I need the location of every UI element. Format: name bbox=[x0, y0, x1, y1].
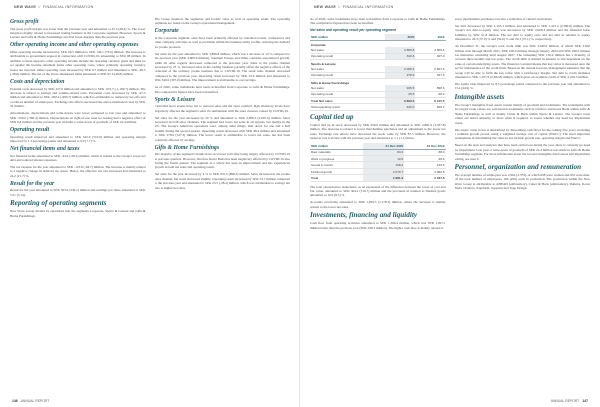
table-cell: Total operating result bbox=[310, 104, 385, 110]
body-paragraph: External costs decreased by SEK 227.0 million and amounted to SEK -972.7 (-1,199.7) million. The decrease is related to savings and volume-related costs. Personnel costs decreased by SEK -97.3 million and amounted to SEK -902.4 (-999.7) million, which is attributable to temporary lay-offs and a reduced number of employees. Exchange rate effects decreased the above-mentioned costs by SEK 32 million. bbox=[10, 86, 146, 109]
table-group-row bbox=[310, 79, 446, 86]
section-heading: Gifts & Home Furnishings bbox=[154, 144, 220, 151]
table-header-cell: SEK million bbox=[310, 34, 385, 40]
table-cell: 2 068.3 bbox=[385, 66, 415, 72]
table-cell: 327.3 bbox=[415, 72, 445, 78]
section-heading: Reporting of operating segments bbox=[10, 199, 107, 208]
body-paragraph: lower merchandise purchases, but also a reduction of current receivables. bbox=[454, 17, 553, 21]
body-paragraph: The total obsolescence deductions, as an expression of the difference between the lower of cost and fair value, amounted to SEK 364.2 (310.7) million and the provision in relation to finished goods amounted to 10.9 (8.5) %. bbox=[310, 184, 446, 198]
table-cell: Goods in transit bbox=[310, 162, 363, 168]
table-cell: Total bbox=[310, 175, 363, 181]
table-cell: Work in progress bbox=[310, 156, 363, 162]
body-paragraph: The majority of the segment's brands have recovered well after being largely affected by COVID-19 in previous quarters. However, Orrefors Kosta Boda has been negatively affected by COVID-19 also during the fourth quarter. The segment as a whole has seen an improvement and has experienced growth in both net sales and operating result. bbox=[154, 152, 290, 170]
table-cell: 6 890.6 bbox=[385, 98, 415, 104]
right-page bbox=[300, 0, 600, 407]
table-header-cell: 2019 bbox=[415, 34, 445, 40]
table-cell: Operating result bbox=[310, 72, 385, 78]
body-paragraph: The assets' value in use is determined by discounting cash flows for the coming five years, including a terminal growth period, using a weighted average cost of capital (WACC). The most important assumptions in determining the value in use include growth rate, operating margin and WACC. bbox=[454, 127, 590, 141]
table-cell: 3 080.5 bbox=[404, 168, 445, 174]
table-cell: 3 886.8 bbox=[385, 47, 415, 53]
table-cell: Operating result bbox=[310, 53, 385, 59]
table-cell: 2 679.7 bbox=[363, 168, 404, 174]
table-cell: 25.5 bbox=[385, 91, 415, 97]
right-page-header: NEW WAVE // FINANCIAL INFORMATION bbox=[314, 5, 394, 9]
right-page-footer bbox=[551, 399, 588, 403]
table-header-cell: 31 Dec 2019 bbox=[404, 143, 445, 149]
body-paragraph: Net sales for the year decreased by 20 % and amounted to SEK 2,068.3 (2,607.6) million. Sales decreased in both sales channels. The segment had lower net sales in all regions, but mainly in the US. The Group's American operations were, among other things, shut down for one and a half months during the second quarter. Operating result decreased with SEK 48.4 million and amounted to SEK 278.9 (327.3) million. The lower result is attributable to lower net sales, but has been positively affected by savings. bbox=[154, 115, 290, 142]
table-total-row bbox=[310, 175, 446, 181]
segment-table-title: Net sales and operating result per operating segment bbox=[310, 28, 396, 33]
body-paragraph: As of 2020, some trademarks have been reclassified from Corporate to Gifts & Home Furnishings. The comparative figures have been reclassified. bbox=[154, 85, 290, 94]
body-paragraph: New Wave Group divides its operations into the segments Corporate, Sports & Leisure and Gifts & Home Furnishings. bbox=[10, 209, 146, 218]
table-cell: 108.2 bbox=[363, 162, 404, 168]
body-paragraph: As of 2020, some trademarks have been reclassified from Corporate to Gifts & Home Furnishings. The comparative figures have been reclassified. bbox=[310, 17, 446, 26]
body-paragraph: The equity ratio improved by 8.5 percentage points compared to the previous year and amounted to 53.4 (44.9) %. bbox=[454, 82, 590, 91]
header-section: FINANCIAL INFORMATION bbox=[42, 5, 94, 9]
table-cell: Raw materials bbox=[310, 149, 363, 155]
body-paragraph: The average number of employees was 2,964 (3,379), of which 698 were women and 935 were men. Of the total number of employees, 166 (200) work in production. The production within the New Wave Group is attributable to AHEAD (embroidery), Cutter & Buck (embroidery), Dahetra, Kosta Boda, Orrefors, Sagaform, Toppoint and Topp Design. bbox=[454, 173, 590, 191]
section-heading: Investments, financing and liquidity bbox=[310, 211, 418, 220]
body-paragraph: Net debt decreased by SEK 1,165.3 million, and amounted to SEK 1,415.4 (2,580.6) million. The Group's net debt-to-equity ratio was decreased by SEK 2,000.3 million and the financial lease liabilities by SEK 61.8 million. The net debt to equity ratio and net debt in relation to equity amounted to 29.3 (57.0) % and (59.6) % and 29.3 (57.1) %, respectively. bbox=[454, 24, 590, 42]
header-section: FINANCIAL INFORMATION bbox=[342, 5, 394, 9]
body-paragraph: Cancelled sport events have led to reduced sales and the sport retailers' high inventory levels have negatively affected the segment's sales in combination with the store closures caused by COVID-19. bbox=[154, 104, 290, 113]
table-group-label: Corporate bbox=[311, 42, 326, 47]
body-paragraph: Operating result improved and amounted to SEK 545.9 (510.0) million and operating margin improved by 1.3 percentage points and amounted to 9.0 (7.7) %. bbox=[10, 134, 146, 143]
table-cell: 84.0 bbox=[363, 149, 404, 155]
table-cell: 28.6 bbox=[404, 156, 445, 162]
body-paragraph: Accounts receivable amounted to SEK 1,059.3 (1,178.3) million, where the decrease is mainly related to the lower net sales. bbox=[310, 200, 446, 209]
table-cell: 88.0 bbox=[404, 149, 445, 155]
table-cell: 4 809.6 bbox=[415, 47, 445, 53]
body-paragraph: In the Corporate segment, sales have been primarily affected by cancelled events, conferences and other company activities as well as problems within the business entity profile, reducing the demand for promo products. bbox=[154, 35, 290, 49]
body-paragraph: The Group's intangible fixed assets consist mainly of goodwill and trademarks. The trademarks with the largest book values are well-known trademarks such as Orrefors and Kosta Boda within Gifts & Home Furnishings as well as mainly Cutter & Buck within Sports & Leisure. The Group's book values are tested annually, or more often if required, to assess whether any need for impairment exists. bbox=[454, 102, 590, 125]
body-paragraph: The Group monitors the segments' and brands' sales as well as operating result. The operating segments are based on the Group's operational management. bbox=[154, 17, 290, 26]
section-heading: Net financial items and taxes bbox=[10, 146, 80, 152]
right-page-number: 147 bbox=[582, 399, 588, 403]
table-group-row bbox=[310, 60, 446, 67]
section-heading: Result for the year bbox=[10, 180, 55, 187]
table-cell: Operating result bbox=[310, 91, 385, 97]
section-heading: Other operating income and other operating expenses bbox=[10, 42, 139, 49]
left-page-header: NEW WAVE // FINANCIAL INFORMATION bbox=[14, 5, 94, 9]
body-paragraph: Capital tied up in stock decreased by SEK 459.9 million and amounted to SEK 2,881.9 (3,337.8) million. The decrease is related to lower merchandise purchases and an adjustment to the lower net sales. Exchange rate effects have decreased the stock value by SEK 87.5 million. However, the turnover rate is in line with the previous year and amounted to 1.1 (1.1) times. bbox=[310, 122, 446, 141]
body-paragraph: Amortisations, depreciations and write-downs were lower compared to last year and amounted to SEK -359.0 (-366.4) million. Depreciations on right-of-use asset for leasing had a negative effect of SEK 6.8 million and the previous year includes a write-down of goodwill of SEK 22.4 million. bbox=[10, 111, 146, 125]
table-header-cell: SEK million bbox=[310, 143, 363, 149]
left-column-1 bbox=[10, 17, 146, 393]
table-header-cell: 2020 bbox=[385, 34, 415, 40]
left-column-2 bbox=[155, 17, 291, 393]
body-paragraph: Cash flow from operating activities amounted to SEK 1,396.4 million, which was SEK 1,097.1 million better than the previous year (SEK 299.3 million). The higher cash flow is mainly related to bbox=[310, 221, 446, 230]
header-brand: NEW WAVE bbox=[314, 5, 337, 9]
table-cell: 120.6 bbox=[404, 162, 445, 168]
table-header-cell: 31 Dec 2020 bbox=[363, 143, 404, 149]
table-cell: Net sales bbox=[310, 85, 385, 91]
table-cell: Net sales bbox=[310, 47, 385, 53]
body-paragraph: On December 31, the Group's total credit limit was SEK 3,940.0 million, of which SEK 3,650 million runs through March 2021, SEK 100.0 million through January 2024 and SEK 290.0 million has maturities extending until August 2027. The remaining SEK 150.0 million has a maturity of between three months and ten years. The credit limit is limited in amount to and dependent on the value of certain underlying assets. The financial covenant means that key ratios is measured once the net for maintenance of the credit limit. Based on the current forecast, management estimates that the Group will be able to fulfil the key ratios with a satisfactory margin. Net debt to credit institutes amounted to SEK 1,107.9 (2,382.8) million, which gives an available credit of SEK 2,259.5 million. bbox=[454, 44, 590, 80]
body-paragraph: Net sales for the year amounted to SEK 3,886.8 million, which was a decrease of 19 % compared to the previous year (SEK 4,809.6 million). Southern Europe and Other countries experienced growth, while all other regions decreased compared to the previous year. Sales to the promo channel decreased by 25 %. Increased sales in the trading business partially offset the negative effects of the reduction of the ordinary promo business due to COVID-19. The retail sales channel decreased compared to the previous year. Operating result increased by SEK 33.6 million and amounted to SEK 340.6 (307.0) million. The improvement is attributable to cost savings. bbox=[154, 51, 290, 83]
table-cell: 8 315.5 bbox=[415, 98, 445, 104]
footer-label-left: ANNUAL REPORT bbox=[20, 399, 50, 403]
table-cell: 278.9 bbox=[385, 72, 415, 78]
body-paragraph: Net sales for the year increased by 4 % to SEK 935.5 (898.3) million. Sales increased in the promo sales channel, but retail decreased slightly. Operating result increased by SEK 53.7 million compared to the previous year and amounted to SEK 25.5 (-28.2) million, which was attributable to savings but also to higher net sales. bbox=[154, 172, 290, 190]
table-cell: 10.0 bbox=[363, 156, 404, 162]
table-total-row bbox=[310, 104, 446, 110]
table-cell: Net sales bbox=[310, 66, 385, 72]
body-paragraph: The tax expense for the year amounted to SEK -123.8 (-94.7) million. The increase is mainly related to a negative change in deferred tax assets. Hence, the effective tax rate increased and amounted to 24.2 (21.7) %. bbox=[10, 164, 146, 178]
table-cell: 2 607.6 bbox=[415, 66, 445, 72]
footer-label-right: ANNUAL REPORT bbox=[550, 399, 580, 403]
body-paragraph: Net financial items amounted to SEK -44.9 (-68.2) million, which is related to the Group's lower net debt and reduced interest expenses. bbox=[10, 153, 146, 162]
section-heading: Costs and depreciation bbox=[10, 79, 65, 85]
section-heading: Operating result bbox=[10, 127, 50, 134]
section-heading: Intangible assets bbox=[454, 92, 505, 101]
table-cell: 340.6 bbox=[385, 53, 415, 59]
table-cell: 935.5 bbox=[385, 85, 415, 91]
body-paragraph: Based on the tests and analyses that have been carried out during the year, there is currently no need for impairment. Last year, a write-down of goodwill of SEK 22.4 million was made in Gifts & Home Furnishings segment. For more information about the Group's intangible fixed assets and impairment testing, see note 9. bbox=[454, 143, 590, 161]
table-group-label: Gifts & Home Furnishings bbox=[311, 80, 350, 85]
section-heading: Sports & Leisure bbox=[154, 96, 196, 103]
table-cell: Finished goods bbox=[310, 168, 363, 174]
header-brand: NEW WAVE bbox=[14, 5, 37, 9]
section-heading: Personnel, organization and remuneration bbox=[454, 163, 582, 171]
body-paragraph: Result for the year amounted to SEK 363.0 (339.1) million and earnings per share amounted to SEK 5.51 (5.14). bbox=[10, 188, 146, 197]
table-cell: Total Net sales bbox=[310, 98, 385, 104]
section-heading: Capital tied up bbox=[310, 112, 354, 121]
left-page-footer bbox=[12, 399, 49, 403]
right-column-1 bbox=[310, 17, 446, 393]
body-paragraph: The gross profit margin was lower than the previous year and amounted to 45.5 (48.4) %. The lower margin is mainly related to increased trading business in the Corporate segment. However, Sports & Leisure and Gifts & Home Furnishings also had lower margins than the previous year. bbox=[10, 26, 146, 40]
table-cell: 645.0 bbox=[385, 104, 415, 110]
section-heading: Corporate bbox=[154, 28, 179, 35]
left-page-number: 146 bbox=[12, 399, 18, 403]
right-column-2 bbox=[455, 17, 591, 393]
section-heading: Gross profit bbox=[10, 19, 39, 25]
inventory-table bbox=[310, 143, 446, 181]
table-cell: 606.1 bbox=[415, 104, 445, 110]
table-group-row bbox=[310, 41, 446, 48]
segment-table bbox=[310, 34, 446, 110]
body-paragraph: Other operating income increased by SEK 66.5 million to SEK 146.1 (79.6) million. The increase is attributable to government support in connection with COVID-19, amounting to SEK 98 million. In addition to these supports, other operating income include the operating currency gains and must be set against the income statement items other operating costs, where primarily operating currency losses are reported. Other operating costs increased by SEK 9.7 million and amounted to SEK -48.5 (-38.8) million. The net of the above-mentioned items amounted to SEK 97.6 (40.8) million. bbox=[10, 49, 146, 76]
table-cell: 307.0 bbox=[415, 53, 445, 59]
table-cell: -28.2 bbox=[415, 91, 445, 97]
table-cell: 898.3 bbox=[415, 85, 445, 91]
table-group-label: Sports & Leisure bbox=[311, 61, 336, 66]
table-cell: 3 337.8 bbox=[404, 175, 445, 181]
table-cell: 2 881.9 bbox=[363, 175, 404, 181]
